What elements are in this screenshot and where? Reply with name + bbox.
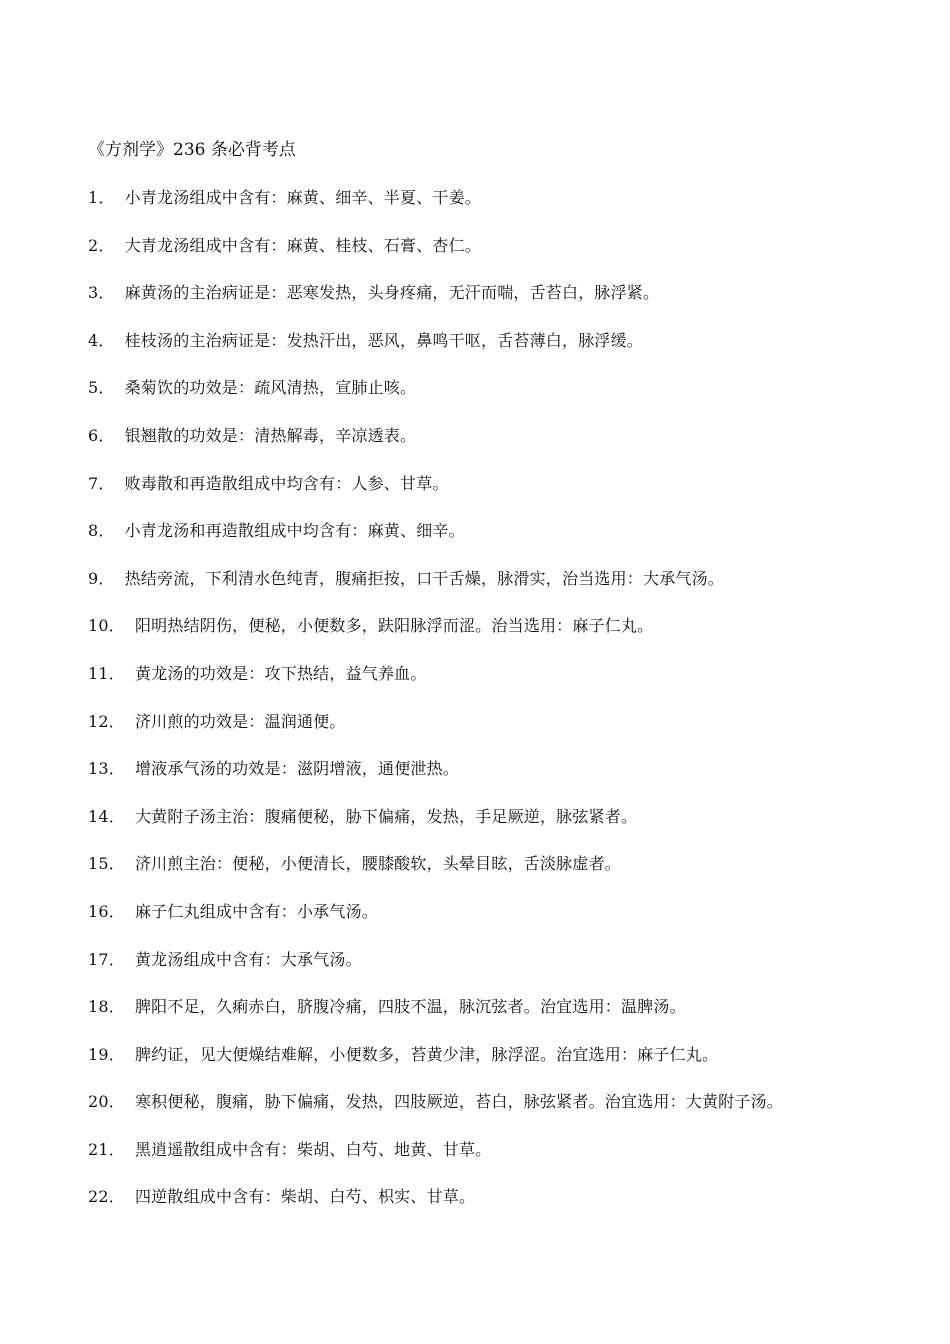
item-number: 10．: [88, 616, 125, 636]
item-number: 2．: [88, 235, 115, 255]
item-number: 3．: [88, 283, 115, 303]
item-text: 小青龙汤和再造散组成中均含有：麻黄、细辛。: [124, 521, 465, 541]
item-text: 黄龙汤组成中含有：大承气汤。: [134, 949, 362, 969]
item-number: 15．: [88, 854, 125, 874]
list-item: [88, 567, 928, 615]
list-item: [88, 710, 928, 758]
list-item: [88, 1138, 928, 1186]
item-text: 黄龙汤的功效是：攻下热结，益气养血。: [134, 663, 427, 683]
item-number: 13．: [88, 759, 125, 779]
item-number: 8．: [88, 521, 115, 541]
list-item: [88, 757, 928, 805]
list-item: [88, 329, 928, 377]
item-number: 21．: [88, 1139, 125, 1159]
key-points-list: [88, 186, 928, 1233]
item-text: 黑逍遥散组成中含有：柴胡、白芍、地黄、甘草。: [134, 1139, 492, 1159]
document-title: 《方剂学》236 条必背考点: [88, 140, 296, 160]
item-number: 7．: [88, 473, 115, 493]
item-text: 脾阳不足，久痢赤白，脐腹冷痛，四肢不温，脉沉弦者。治宜选用：温脾汤。: [134, 997, 686, 1017]
list-item: [88, 424, 928, 472]
item-number: 16．: [88, 901, 125, 921]
list-item: [88, 852, 928, 900]
item-text: 麻子仁丸组成中含有：小承气汤。: [134, 901, 378, 921]
list-item: [88, 186, 928, 234]
list-item: [88, 519, 928, 567]
item-number: 18．: [88, 997, 125, 1017]
item-text: 败毒散和再造散组成中均含有：人参、甘草。: [124, 473, 449, 493]
item-text: 脾约证，见大便燥结难解，小便数多，苔黄少津，脉浮涩。治宜选用：麻子仁丸。: [134, 1044, 719, 1064]
list-item: [88, 995, 928, 1043]
item-number: 4．: [88, 330, 115, 350]
item-text: 银翘散的功效是：清热解毒，辛凉透表。: [124, 425, 417, 445]
item-text: 济川煎主治：便秘，小便清长，腰膝酸软，头晕目眩，舌淡脉虚者。: [134, 854, 621, 874]
item-text: 热结旁流，下利清水色纯青，腹痛拒按，口干舌燥，脉滑实，治当选用：大承气汤。: [124, 568, 724, 588]
item-number: 1．: [88, 188, 115, 207]
list-item: [88, 1043, 928, 1091]
item-text: 小青龙汤组成中含有：麻黄、细辛、半夏、干姜。: [124, 188, 481, 207]
list-item: [88, 614, 928, 662]
item-number: 6．: [88, 425, 115, 445]
list-item: [88, 234, 928, 282]
item-number: 19．: [88, 1044, 125, 1064]
item-number: 9．: [88, 568, 115, 588]
item-text: 麻黄汤的主治病证是：恶寒发热，头身疼痛，无汗而喘，舌苔白，脉浮紧。: [124, 283, 660, 303]
list-item: [88, 948, 928, 996]
item-text: 寒积便秘，腹痛，胁下偏痛，发热，四肢厥逆，苔白，脉弦紧者。治宜选用：大黄附子汤。: [134, 1092, 783, 1112]
list-item: [88, 900, 928, 948]
list-item: [88, 662, 928, 710]
item-number: 11．: [88, 663, 125, 683]
item-text: 四逆散组成中含有：柴胡、白芍、枳实、甘草。: [134, 1187, 476, 1207]
item-text: 大黄附子汤主治：腹痛便秘，胁下偏痛，发热，手足厥逆，脉弦紧者。: [134, 806, 638, 826]
list-item: [88, 376, 928, 424]
item-text: 桑菊饮的功效是：疏风清热，宣肺止咳。: [124, 378, 417, 398]
list-item: [88, 281, 928, 329]
item-number: 14．: [88, 806, 125, 826]
item-number: 22．: [88, 1187, 125, 1207]
item-text: 阳明热结阴伤，便秘，小便数多，趺阳脉浮而涩。治当选用：麻子仁丸。: [134, 616, 654, 636]
item-number: 20．: [88, 1092, 125, 1112]
item-number: 5．: [88, 378, 115, 398]
list-item: [88, 472, 928, 520]
item-number: 12．: [88, 711, 125, 731]
item-text: 大青龙汤组成中含有：麻黄、桂枝、石膏、杏仁。: [124, 235, 481, 255]
list-item: [88, 1090, 928, 1138]
list-item: [88, 1185, 928, 1233]
list-item: [88, 805, 928, 853]
item-text: 桂枝汤的主治病证是：发热汗出，恶风，鼻鸣干呕，舌苔薄白，脉浮缓。: [124, 330, 643, 350]
item-text: 增液承气汤的功效是：滋阴增液，通便泄热。: [134, 759, 459, 779]
item-number: 17．: [88, 949, 125, 969]
item-text: 济川煎的功效是：温润通便。: [134, 711, 346, 731]
